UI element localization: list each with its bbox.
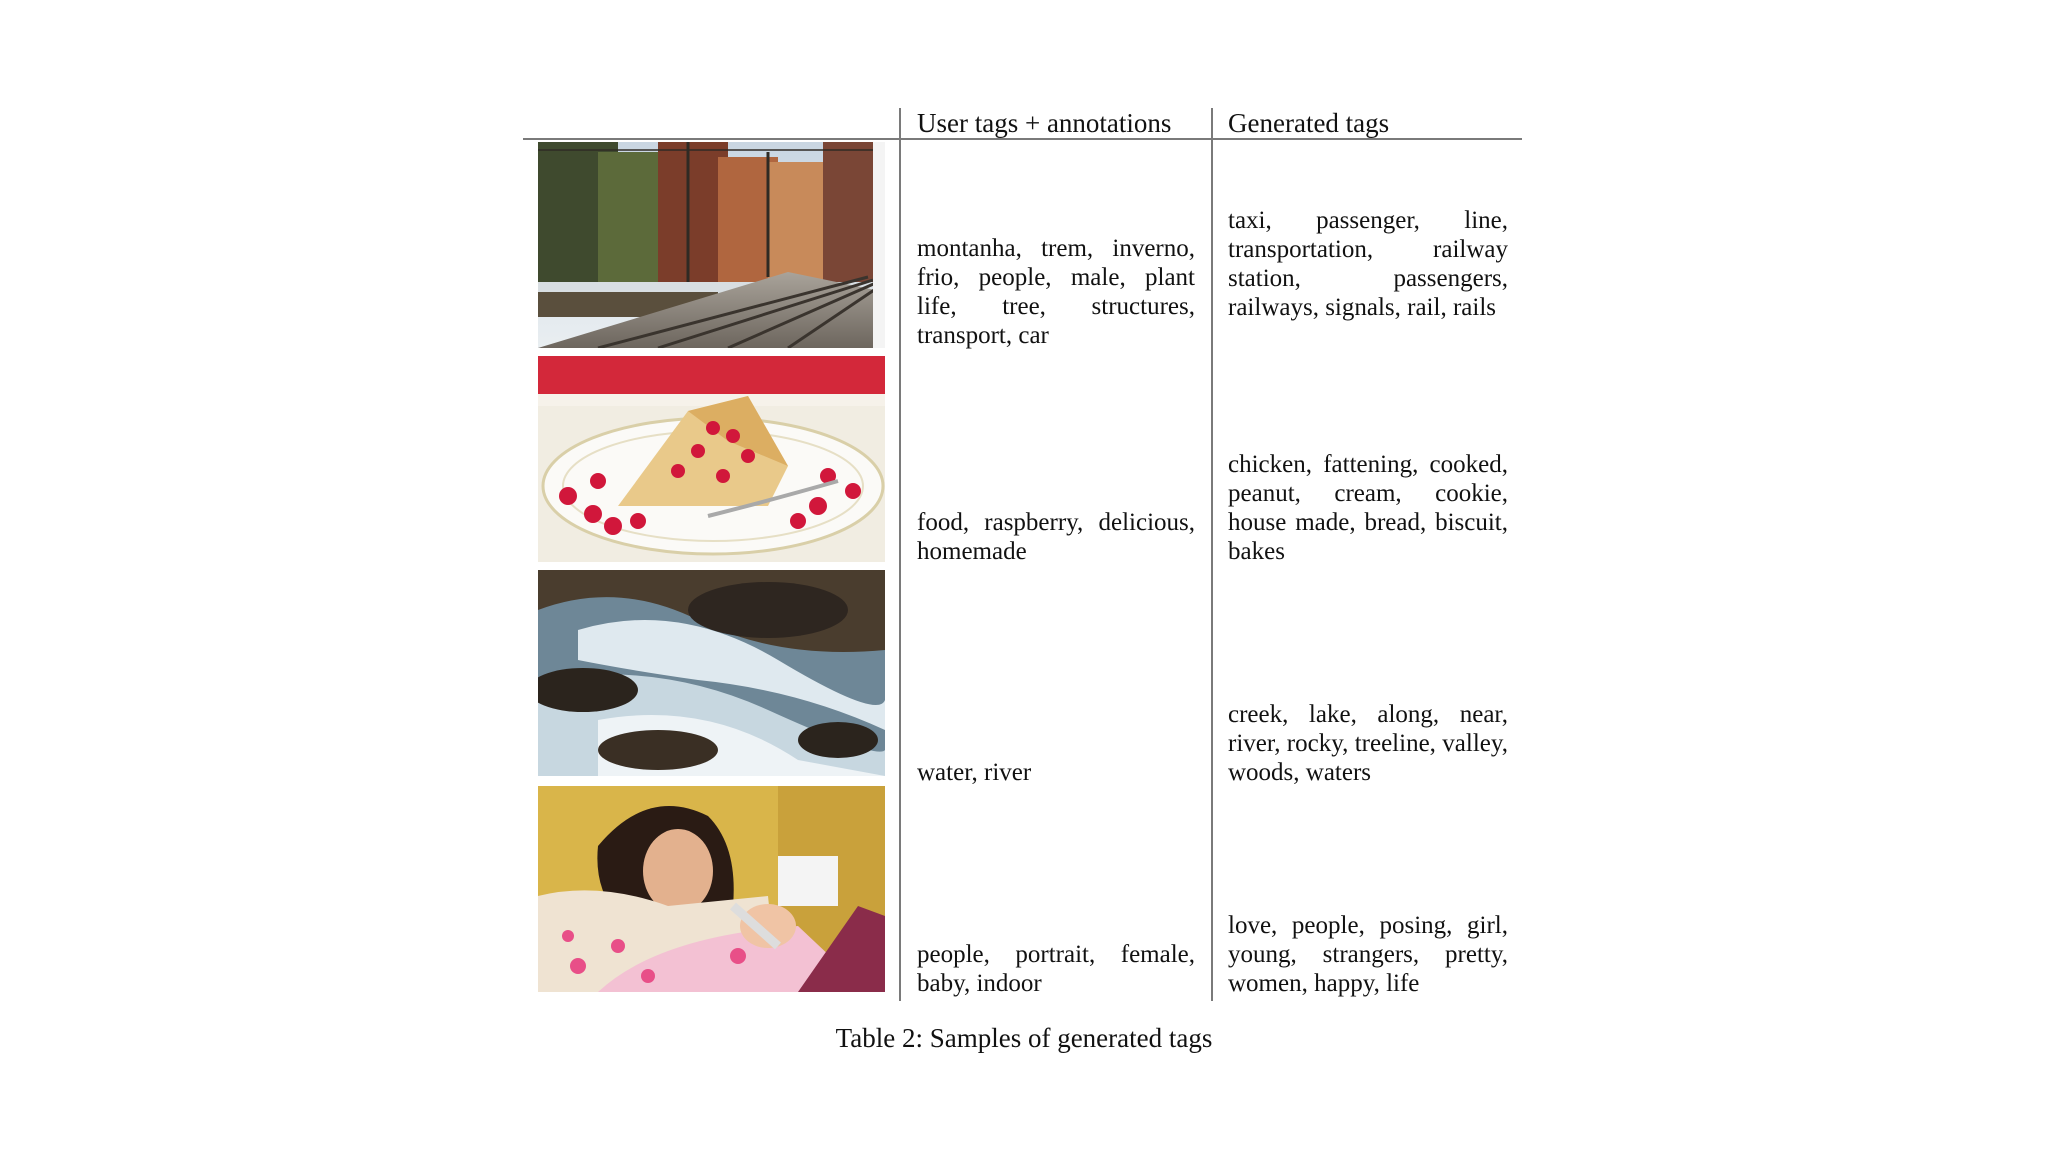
row-2-user-tags: food, raspberry, delicious, homemade: [917, 509, 1195, 565]
row-4-generated-tags: love, people, posing, girl, young, strangers, pretty, women, happy, life: [1228, 912, 1508, 997]
header-generated-tags: Generated tags: [1228, 108, 1390, 138]
column-divider-right: [1211, 108, 1213, 1001]
row-1-generated-tags: taxi, passenger, line, transportation, railway station, passengers, railways, signals, rail, rails: [1228, 207, 1508, 321]
raspberry-cake-photo: [538, 356, 885, 562]
row-3-user-tags: water, river: [917, 759, 1032, 786]
row-2-generated-tags: chicken, fattening, cooked, peanut, cream, cookie, house made, bread, biscuit, bakes: [1228, 451, 1508, 565]
railway-photo: [538, 142, 885, 348]
woman-feeding-baby-photo: [538, 786, 885, 992]
column-divider-left: [899, 108, 901, 1001]
row-3-generated-tags: creek, lake, along, near, river, rocky, treeline, valley, woods, waters: [1228, 701, 1508, 786]
river-rapids-photo: [538, 570, 885, 776]
row-4-user-tags: people, portrait, female, baby, indoor: [917, 941, 1195, 997]
header-rule: [523, 138, 1522, 140]
header-user-tags: User tags + annotations: [917, 108, 1172, 138]
row-1-user-tags: montanha, trem, inverno, frio, people, male, plant life, tree, structures, transport, car: [917, 235, 1195, 349]
table-caption: Table 2: Samples of generated tags: [835, 1023, 1213, 1053]
tag-samples-table: [523, 108, 1523, 1008]
